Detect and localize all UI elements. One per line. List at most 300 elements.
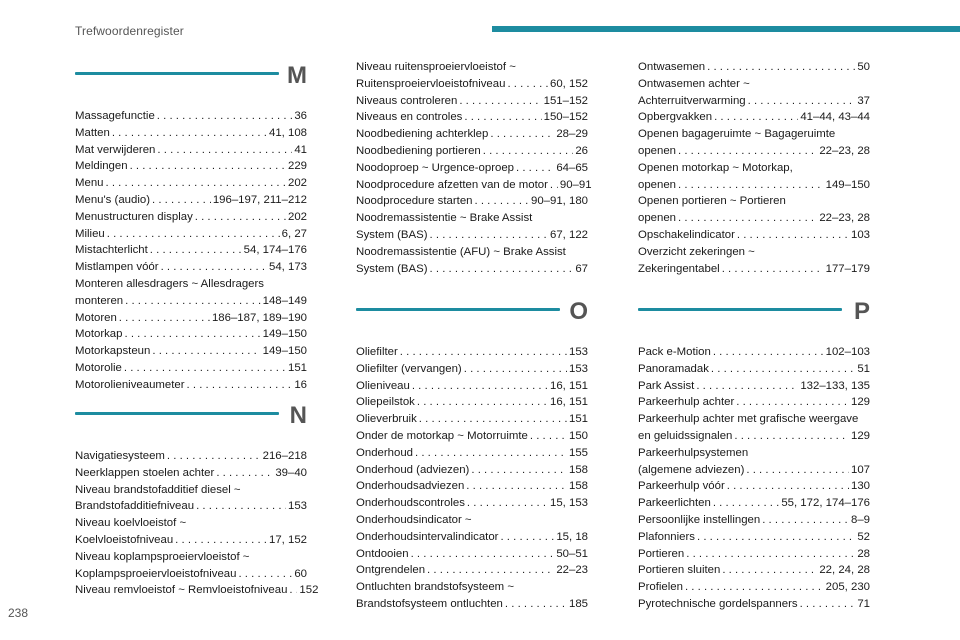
index-entry-term: Niveaus en controles: [356, 111, 463, 124]
index-entry-term: (algemene adviezen): [638, 463, 745, 476]
dot-leader: [464, 361, 567, 378]
index-entry-pages: 52: [857, 530, 870, 543]
section-header: [75, 64, 307, 100]
index-entry-term: Onderhoudsintervalindicator: [356, 530, 499, 543]
index-entry: [638, 411, 870, 445]
section-header: [356, 300, 588, 336]
header-title: Trefwoordenregister: [75, 24, 184, 38]
index-entry-row: [638, 478, 870, 495]
index-entry: [638, 512, 870, 529]
index-entry-pages: 22, 24, 28: [819, 564, 870, 577]
index-entry-lead-text: Openen bagageruimte ~ Bagageruimte: [638, 128, 836, 141]
index-entry: [356, 193, 588, 210]
index-entry-term: Onderhoudscontroles: [356, 497, 465, 510]
dot-leader: [762, 512, 849, 529]
index-entry-term: Noodbediening portieren: [356, 144, 481, 157]
index-entry-row: [638, 495, 870, 512]
index-entry: [75, 226, 307, 243]
dot-leader: [130, 158, 286, 175]
index-entry-term: Noodprocedure starten: [356, 195, 473, 208]
index-entry-row: [75, 158, 307, 175]
index-entry-term: Niveau remvloeistof ~ Remvloeistofniveau: [75, 584, 288, 597]
index-entry-term: Motorolie: [75, 361, 122, 374]
index-entry: [356, 562, 588, 579]
index-entry-term: Profielen: [638, 581, 683, 594]
index-entry-row: [356, 361, 588, 378]
index-entry-row: [356, 445, 588, 462]
index-section: [356, 59, 592, 277]
index-entry-pages: 151–152: [543, 94, 588, 107]
index-entry-term: Oliepeilstok: [356, 396, 415, 409]
index-entry-row: [356, 160, 588, 177]
dot-leader: [196, 498, 286, 515]
index-entry: [75, 448, 307, 465]
index-entry-pages: 16: [294, 378, 307, 391]
dot-leader: [734, 428, 849, 445]
dot-leader: [106, 175, 286, 192]
index-entry: [356, 495, 588, 512]
index-entry-row: [75, 582, 319, 599]
index-entry-pages: 186–187, 189–190: [211, 311, 307, 324]
index-entry: [75, 326, 307, 343]
index-entry-term: Ontwasemen: [638, 61, 706, 73]
dot-leader: [471, 462, 567, 479]
dot-leader: [125, 293, 261, 310]
index-entry-term: Mat verwijderen: [75, 143, 156, 156]
dot-leader: [415, 445, 567, 462]
dot-leader: [124, 360, 286, 377]
index-entry-term: Navigatiesysteem: [75, 450, 165, 462]
index-entry-term: Panoramadak: [638, 362, 709, 375]
dot-leader: [505, 596, 567, 613]
page-number: 238: [8, 606, 29, 620]
index-entry-pages: 149–150: [262, 345, 307, 358]
index-entry-pages: 28–29: [556, 128, 588, 141]
index-entry-pages: 103: [850, 228, 870, 241]
section-header: [638, 300, 870, 336]
index-entry: [638, 227, 870, 244]
dot-leader: [713, 495, 780, 512]
index-entry: [356, 344, 588, 361]
dot-leader: [157, 108, 293, 125]
header-accent-bar: [492, 26, 960, 32]
dot-leader: [238, 566, 292, 583]
index-entry: [75, 142, 307, 159]
index-entry-term: monteren: [75, 294, 124, 307]
index-entry-pages: 149–150: [825, 178, 870, 191]
section-divider-line: [638, 308, 842, 311]
index-entry-row: [638, 59, 870, 76]
index-entry: [75, 242, 307, 259]
dot-leader: [727, 478, 849, 495]
index-entry: [356, 512, 588, 546]
index-entry: [356, 394, 588, 411]
dot-leader: [678, 210, 817, 227]
index-entry-row: [75, 142, 307, 159]
index-entry-row: [356, 411, 588, 428]
index-entry-row: [75, 448, 307, 465]
index-entry-lead-text: Noodremassistentie ~ Brake Assist: [356, 212, 533, 225]
index-entry-term: en geluidssignalen: [638, 429, 733, 442]
dot-leader: [289, 582, 297, 599]
dot-leader: [800, 596, 856, 613]
index-entry-pages: 107: [850, 463, 870, 476]
index-entry: [356, 59, 588, 93]
index-entry-row: [356, 344, 588, 361]
dot-leader: [714, 109, 798, 126]
index-entry-row: [638, 596, 870, 613]
index-entry-term: openen: [638, 144, 677, 157]
dot-leader: [152, 343, 260, 360]
index-entry: [356, 109, 588, 126]
index-entry: [75, 125, 307, 142]
index-entry-row: [638, 261, 870, 278]
index-entry-pages: 129: [850, 396, 870, 409]
index-entry: [356, 143, 588, 160]
dot-leader: [430, 227, 548, 244]
index-entry-lead-text: Openen motorkap ~ Motorkap,: [638, 161, 793, 174]
index-entry-pages: 50: [857, 61, 870, 73]
index-entry-row: [356, 495, 588, 512]
index-entry: [638, 579, 870, 596]
index-entry-term: Mistachterlicht: [75, 244, 148, 257]
dot-leader: [412, 378, 548, 395]
index-entry-row: [638, 529, 870, 546]
index-entry-pages: 129: [850, 429, 870, 442]
index-entry-pages: 16, 151: [549, 379, 588, 392]
index-entry-term: Menu: [75, 177, 104, 190]
dot-leader: [748, 93, 856, 110]
dot-leader: [459, 93, 541, 110]
dot-leader: [216, 465, 273, 482]
index-entry-pages: 54, 173: [268, 261, 307, 274]
dot-leader: [187, 377, 293, 394]
index-entry-row: [638, 210, 870, 227]
dot-leader: [483, 143, 574, 160]
index-entry-row: [75, 293, 307, 310]
index-entry-term: Menustructuren display: [75, 210, 193, 223]
index-entry-row: [75, 377, 307, 394]
index-entry-pages: 151: [568, 413, 588, 426]
index-entry-row: [75, 259, 307, 276]
index-entry-term: Noodbediening achterklep: [356, 128, 489, 141]
dot-leader: [711, 361, 855, 378]
index-entry: [75, 158, 307, 175]
index-entry-row: [356, 93, 588, 110]
index-entry-term: Oliefilter: [356, 346, 398, 358]
index-entry-pages: 8–9: [850, 513, 870, 526]
index-entry: [356, 546, 588, 563]
section-letter: P: [853, 298, 870, 325]
index-entry-term: Motorkapsteun: [75, 345, 151, 358]
index-entry-row: [356, 378, 588, 395]
index-entry: [75, 108, 307, 125]
dot-leader: [736, 394, 849, 411]
index-entry-term: Menu's (audio): [75, 193, 150, 206]
index-entry-pages: 37: [857, 94, 870, 107]
index-entry-lead-text: Parkeerhulpsystemen: [638, 446, 749, 459]
dot-leader: [697, 529, 855, 546]
index-entry: [356, 478, 588, 495]
index-entry: [638, 344, 870, 361]
index-entry: [638, 394, 870, 411]
dot-leader: [464, 109, 541, 126]
index-entry-term: Olieverbruik: [356, 413, 417, 426]
dot-leader: [112, 125, 267, 142]
index-entry-row: [75, 175, 307, 192]
dot-leader: [722, 562, 817, 579]
index-entry: [638, 244, 870, 278]
index-entry-row: [638, 93, 870, 110]
index-entry-lead-text: Niveau koelvloeistof ~: [75, 517, 187, 530]
dot-leader: [157, 142, 292, 159]
dot-leader: [475, 193, 529, 210]
section-divider-line: [75, 412, 279, 415]
index-entry: [638, 596, 870, 613]
index-entry-pages: 202: [287, 177, 307, 190]
index-entry-row: [638, 227, 870, 244]
index-entry: [356, 445, 588, 462]
index-entry-pages: 22–23: [556, 564, 588, 577]
index-entry-pages: 150: [568, 429, 588, 442]
index-entry-term: Opbergvakken: [638, 111, 713, 124]
index-entry: [638, 378, 870, 395]
index-entry-row: [638, 512, 870, 529]
index-section: [75, 64, 307, 394]
index-entry-row: [638, 546, 870, 563]
index-entry-row: [75, 360, 307, 377]
dot-leader: [550, 177, 558, 194]
index-entry-row: [356, 394, 588, 411]
index-entry: [356, 579, 588, 613]
section-divider-line: [356, 308, 560, 311]
index-entry: [638, 160, 870, 194]
index-entry-pages: 130: [850, 480, 870, 493]
index-entry-row: [356, 546, 588, 563]
index-entry-term: Onderhoudsadviezen: [356, 480, 465, 493]
index-entry: [638, 59, 870, 76]
index-entry: [638, 478, 870, 495]
index-entry-pages: 177–179: [825, 262, 870, 275]
index-entry: [356, 361, 588, 378]
index-entry: [75, 582, 319, 599]
index-entry-row: [75, 125, 307, 142]
index-entry-term: Motorolieniveaumeter: [75, 378, 185, 391]
index-entry-pages: 90–91, 180: [530, 195, 588, 208]
dot-leader: [746, 462, 849, 479]
index-entry-row: [356, 227, 588, 244]
index-entry-row: [356, 562, 588, 579]
dot-leader: [152, 192, 211, 209]
index-entry: [638, 361, 870, 378]
index-entry: [75, 310, 307, 327]
dot-leader: [419, 411, 567, 428]
index-entry-row: [75, 343, 307, 360]
dot-leader: [466, 478, 567, 495]
index-entry: [75, 549, 307, 583]
index-entry-term: Zekeringentabel: [638, 262, 720, 275]
index-entry-pages: 151: [287, 361, 307, 374]
index-entry-row: [638, 344, 870, 361]
index-entry-pages: 6, 27: [281, 227, 307, 240]
index-entry: [356, 177, 592, 194]
index-entry-pages: 64–65: [556, 161, 588, 174]
index-entry-pages: 55, 172, 174–176: [781, 497, 870, 510]
index-entry-row: [356, 462, 588, 479]
index-entry: [356, 244, 588, 278]
index-entry-term: Portieren: [638, 547, 685, 560]
index-entry-pages: 216–218: [262, 450, 307, 462]
index-entry-row: [75, 326, 307, 343]
index-entry-row: [356, 193, 588, 210]
index-entry-row: [356, 126, 588, 143]
index-entry-term: Massagefunctie: [75, 110, 155, 122]
index-entry-row: [356, 143, 588, 160]
section-letter: M: [287, 62, 307, 89]
index-entry-pages: 39–40: [275, 466, 307, 479]
index-section: [356, 300, 588, 613]
index-entry: [356, 126, 588, 143]
index-entry-lead-text: Noodremassistentie (AFU) ~ Brake Assist: [356, 245, 566, 258]
index-entry-row: [75, 566, 307, 583]
index-entry-term: Parkeerhulp vóór: [638, 480, 725, 493]
index-entry-lead-text: Monteren allesdragers ~ Allesdragers: [75, 277, 264, 290]
dot-leader: [713, 344, 824, 361]
index-entry-row: [356, 261, 588, 278]
index-entry-term: Opschakelindicator: [638, 228, 735, 241]
index-entry-pages: 185: [568, 597, 588, 610]
index-entry: [75, 360, 307, 377]
dot-leader: [722, 261, 824, 278]
dot-leader: [167, 448, 261, 465]
index-entry: [356, 210, 588, 244]
index-entry-pages: 50–51: [556, 547, 588, 560]
index-entry: [356, 378, 588, 395]
index-entry-row: [638, 361, 870, 378]
index-entry-term: Brandstofsysteem ontluchten: [356, 597, 503, 610]
index-entry-pages: 67, 122: [549, 228, 588, 241]
index-entry-pages: 22–23, 28: [819, 212, 870, 225]
index-entry-row: [356, 76, 588, 93]
index-entry-term: Noodprocedure afzetten van de motor: [356, 178, 548, 191]
dot-leader: [500, 529, 554, 546]
index-entry-pages: 36: [294, 110, 307, 122]
index-entry-pages: 54, 174–176: [243, 244, 307, 257]
index-entry-term: Pack e-Motion: [638, 346, 711, 358]
index-entry-row: [638, 562, 870, 579]
index-entry-lead-text: Ontwasemen achter ~: [638, 77, 750, 90]
index-entry: [75, 192, 307, 209]
index-entry-lead-text: Niveau ruitensproeiervloeistof ~: [356, 61, 516, 73]
dot-leader: [427, 562, 554, 579]
index-entry-pages: 196–197, 211–212: [212, 193, 307, 206]
index-entry-row: [75, 310, 307, 327]
index-entry-row: [638, 579, 870, 596]
index-entry-pages: 102–103: [825, 346, 870, 358]
index-entry-pages: 41: [294, 143, 307, 156]
index-entry-term: Plafonniers: [638, 530, 695, 543]
index-entry-term: Onder de motorkap ~ Motorruimte: [356, 429, 528, 442]
index-entry-term: Motoren: [75, 311, 117, 324]
index-entry-pages: 158: [568, 463, 588, 476]
index-entry-row: [75, 532, 307, 549]
index-entry-pages: 28: [857, 547, 870, 560]
index-entry-lead-text: Overzicht zekeringen ~: [638, 245, 755, 258]
index-entry-term: Park Assist: [638, 379, 695, 392]
index-entry-term: Parkeerhulp achter: [638, 396, 735, 409]
index-entry: [638, 562, 870, 579]
index-section: [638, 300, 870, 613]
dot-leader: [490, 126, 554, 143]
index-entry-row: [356, 478, 588, 495]
index-entry-row: [356, 177, 592, 194]
section-divider-line: [75, 72, 279, 75]
index-entry: [638, 546, 870, 563]
index-entry-pages: 153: [287, 500, 307, 513]
index-entry-row: [356, 109, 588, 126]
dot-leader: [150, 242, 242, 259]
index-entry-pages: 153: [568, 362, 588, 375]
index-entry-pages: 15, 153: [549, 497, 588, 510]
index-entry-term: Matten: [75, 126, 110, 139]
index-entry-pages: 158: [568, 480, 588, 493]
index-entry-row: [356, 529, 588, 546]
index-entry-row: [638, 177, 870, 194]
dot-leader: [678, 143, 817, 160]
section-letter: N: [289, 402, 307, 429]
index-entry: [356, 93, 588, 110]
index-entry-lead-text: Niveau koplampsproeiervloeistof ~: [75, 550, 250, 563]
index-entry: [638, 109, 870, 126]
index-entry-lead-text: Niveau brandstofadditief diesel ~: [75, 483, 241, 496]
index-entry: [638, 76, 870, 110]
index-entry-row: [75, 242, 307, 259]
index-entry-row: [638, 428, 870, 445]
index-entry-term: Koelvloeistofniveau: [75, 533, 174, 546]
index-entry-row: [75, 226, 307, 243]
index-entry-term: Meldingen: [75, 160, 128, 173]
index-entry-term: Noodoproep ~ Urgence-oproep: [356, 161, 514, 174]
index-entry: [75, 276, 307, 310]
index-entry-term: Parkeerlichten: [638, 497, 711, 510]
index-entry-row: [75, 192, 307, 209]
index-entry-pages: 202: [287, 210, 307, 223]
index-entry: [75, 465, 307, 482]
dot-leader: [707, 59, 855, 76]
index-entry-row: [356, 596, 588, 613]
index-entry: [638, 193, 870, 227]
index-entry-row: [75, 498, 307, 515]
index-entry-pages: 51: [857, 362, 870, 375]
index-entry: [638, 495, 870, 512]
index-entry-term: Niveaus controleren: [356, 94, 458, 107]
index-entry-term: Ruitensproeiervloeistofniveau: [356, 77, 506, 90]
dot-leader: [400, 344, 567, 361]
index-entry-pages: 16, 151: [549, 396, 588, 409]
index-entry-pages: 205, 230: [825, 581, 870, 594]
index-entry-pages: 90–91: [559, 178, 592, 191]
dot-leader: [467, 495, 548, 512]
index-entry-term: Onderhoud: [356, 446, 413, 459]
dot-leader: [696, 378, 798, 395]
index-entry-term: Olieniveau: [356, 379, 410, 392]
index-entry-term: Ontgrendelen: [356, 564, 426, 577]
index-entry-pages: 60: [294, 567, 307, 580]
index-entry-term: System (BAS): [356, 262, 428, 275]
index-entry: [356, 428, 588, 445]
index-entry: [75, 175, 307, 192]
index-entry-term: Pyrotechnische gordelspanners: [638, 597, 798, 610]
